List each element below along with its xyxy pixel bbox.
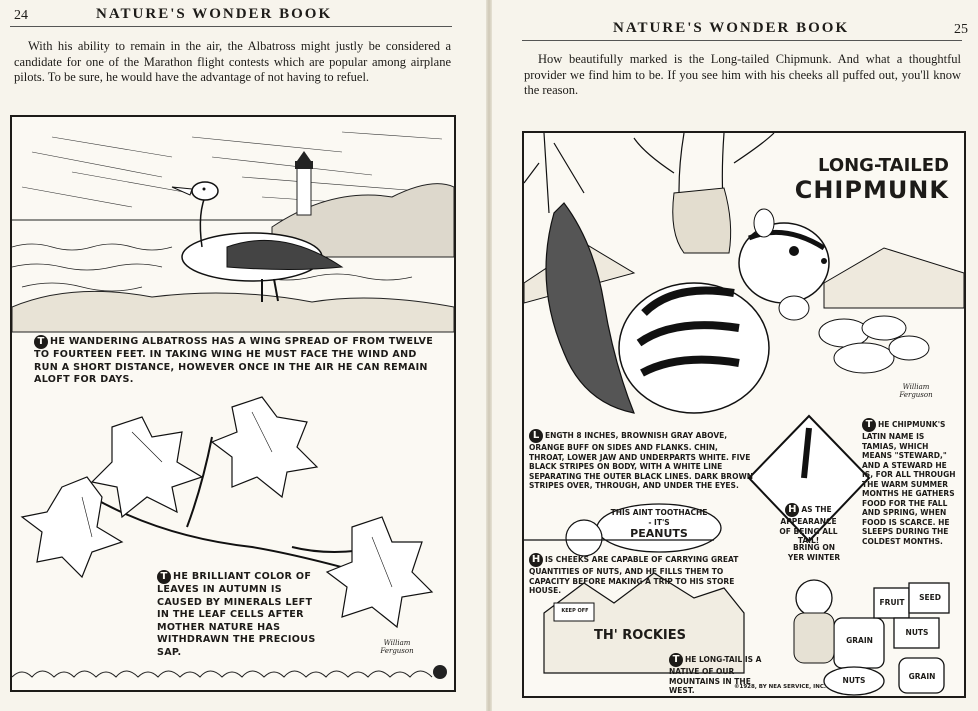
- copyright-notice: ©1928, BY NEA SERVICE, INC.: [734, 684, 826, 690]
- map-sign-text: KEEP OFF: [561, 608, 589, 614]
- chipmunk-title: [759, 155, 949, 204]
- header-rule: [522, 40, 962, 41]
- running-header-left: NATURE'S WONDER BOOK: [96, 6, 333, 22]
- page-number-right: 25: [954, 22, 968, 37]
- tail-caption-text: AS THE APPEARANCE OF BEING ALL TAIL!: [779, 505, 838, 545]
- albatross-intro-paragraph: With his ability to remain in the air, the Albatross might justly be considered a candidate for one of the Marathon flight contests which are popular among airplane pilots. To be sure, he would have the advantage of not having to refuel.: [14, 39, 451, 84]
- barrel-label-1: GRAIN: [846, 636, 873, 645]
- right-page: [489, 0, 978, 711]
- running-header-right: NATURE'S WONDER BOOK: [613, 20, 850, 36]
- albatross-leaves-illustration-panel: [10, 115, 456, 692]
- albatross-caption-text: HE WANDERING ALBATROSS HAS A WING SPREAD OF FROM TWELVE TO FOURTEEN FEET. IN TAKING WING HE MUST FACE THE WIND AND RUN A SHORT DISTANCE, HOWEVER ONCE IN THE AIR HE CAN REMAIN ALOFT FOR DAYS.: [34, 336, 434, 385]
- peanuts-speech-bubble: [609, 508, 709, 540]
- all-tail-caption: [776, 503, 841, 546]
- barrel-label-3: GRAIN: [908, 672, 936, 681]
- native-caption-text: HE LONG-TAIL IS A NATIVE OF OUR MOUNTAINS IN THE WEST.: [669, 655, 762, 695]
- crate-label-3: NUTS: [905, 628, 929, 637]
- length-description-caption: [529, 429, 754, 491]
- chipmunk-intro-paragraph: How beautifully marked is the Long-tailed Chipmunk. And what a thoughtful provider we find him to be. If you see him with his cheeks all puffed out, you'll know the reason.: [524, 52, 961, 97]
- bring-on-winter-text: BRING ON YER WINTER: [787, 543, 841, 562]
- length-caption-initial: L: [529, 429, 543, 443]
- barrel-label-2: NUTS: [842, 676, 866, 685]
- albatross-caption: [34, 335, 434, 387]
- latin-name-caption: [862, 418, 957, 546]
- crate-label-2: SEED: [919, 593, 941, 602]
- autumn-leaves-caption: [157, 570, 322, 659]
- cheeks-caption: [529, 553, 744, 596]
- title-line-2: CHIPMUNK: [794, 176, 949, 204]
- latin-caption-initial: T: [862, 418, 876, 432]
- albatross-caption-initial: T: [34, 335, 48, 349]
- tail-caption-initial: H: [785, 503, 799, 517]
- speech-line: THIS AINT TOOTHACHE - IT'S: [610, 508, 708, 527]
- cheeks-caption-initial: H: [529, 553, 543, 567]
- header-rule: [10, 26, 452, 27]
- leaves-caption-text: HE BRILLIANT COLOR OF LEAVES IN AUTUMN IS CAUSED BY MINERALS LEFT IN THE LEAF CELLS AFTER MOTHER NATURE HAS WITHDRAWN THE PRECIOUS SAP.: [157, 571, 316, 658]
- latin-caption-text: HE CHIPMUNK'S LATIN NAME IS TAMIAS, WHICH MEANS "STEWARD," AND A STEWARD HE IS, FOR ALL THROUGH THE WARM SUMMER MONTHS HE GATHERS FOOD FOR THE FALL AND SPRING, WHEN FOOD IS SCARCE. HE SLEEPS DURING THE COLDEST MONTHS.: [862, 420, 956, 546]
- page-number-left: 24: [14, 8, 28, 23]
- native-caption-initial: T: [669, 653, 683, 667]
- chipmunk-illustration-panel: [522, 131, 966, 698]
- cheeks-caption-text: IS CHEEKS ARE CAPABLE OF CARRYING GREAT QUANTITIES OF NUTS, AND HE FILLS THEM TO CAPACITY BEFORE MAKING A TRIP TO HIS STORE HOUSE.: [529, 555, 739, 595]
- artist-signature-right: William Ferguson: [899, 383, 933, 399]
- artist-signature-left: William Ferguson: [380, 639, 414, 655]
- rockies-map-label: TH' ROCKIES: [594, 628, 687, 643]
- title-line-1: LONG-TAILED: [817, 155, 949, 176]
- length-caption-text: ENGTH 8 INCHES, BROWNISH GRAY ABOVE, ORANGE BUFF ON SIDES AND FLANKS. CHIN, THROAT, LOWER JAW AND UNDERPARTS WHITE. FIVE BLACK STRIPES ON BODY, WITH A WHITE LINE SEPARATING THE OUTER BLACK LINES. DARK BROWN STRIPES OVER, THROUGH, AND UNDER THE EYES.: [529, 431, 754, 490]
- leaves-caption-initial: T: [157, 570, 171, 584]
- speech-peanuts: PEANUTS: [630, 527, 688, 540]
- crate-label-1: FRUIT: [879, 598, 905, 607]
